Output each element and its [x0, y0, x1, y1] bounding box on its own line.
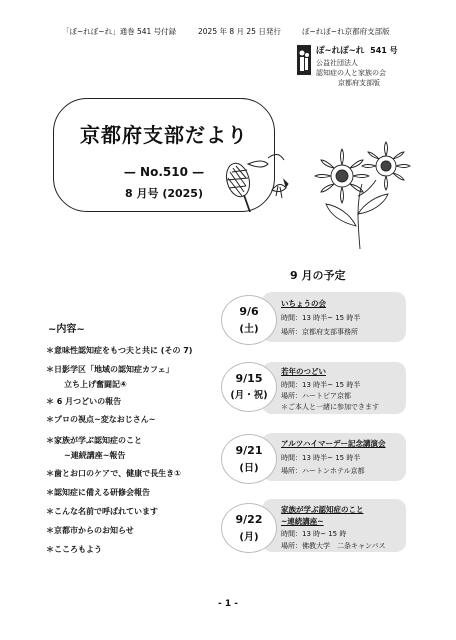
event-date: 9/21 — [235, 444, 263, 457]
event-date-badge — [221, 434, 277, 484]
event-time: 時間：13 時~ 15 時 — [281, 530, 347, 538]
toc-item: ＊ 6 月つどいの報告 — [46, 397, 122, 406]
toc-item: ＊家族が学ぶ認知症のこと — [46, 436, 142, 445]
event-place: 場所：京都府支部事務所 — [281, 328, 358, 336]
event-title: 若年のつどい — [281, 367, 326, 376]
toc-heading: ~内容~ — [48, 324, 85, 335]
toc-item: ＊認知症に備える研修会報告 — [46, 488, 150, 497]
issue-month: 8 月号 (2025) — [125, 187, 203, 200]
event-date-badge — [221, 295, 277, 345]
event-title: 家族が学ぶ認知症のこと — [281, 505, 364, 514]
event-time: 時間：13 時半~ 15 時半 — [281, 314, 361, 322]
header-issue-date: 2025 年 8 月 25 日発行 — [198, 27, 281, 36]
header-supplement-note: 「ぼ~れぼ~れ」通巻 541 号付録 — [62, 27, 177, 36]
org-branch: 京都府支部版 — [338, 79, 380, 87]
org-newsletter-name: ぽ~れぽ~れ 541 号 — [316, 46, 398, 56]
event-place: 場所：ハートピア京都 — [281, 392, 351, 400]
org-type: 公益社団法人 — [316, 59, 358, 67]
event-weekday: (土) — [239, 324, 259, 335]
newsletter-title: 京都府支部だより — [80, 123, 248, 147]
event-time: 時間：13 時半~ 15 時半 — [281, 381, 361, 389]
event-date: 9/15 — [235, 372, 263, 385]
toc-item: ＊意味性認知症をもつ夫と共に (その 7) — [46, 346, 193, 355]
event-note: ＊ご本人と一緒に参加できます — [281, 403, 379, 411]
event-date-badge — [221, 503, 277, 553]
schedule-heading: 9 月の予定 — [290, 269, 346, 282]
event-date: 9/6 — [239, 305, 259, 318]
event-subtitle: ~連続講座~ — [281, 517, 324, 526]
event-title: いちょうの会 — [281, 299, 326, 308]
event-time: 時間：13 時半~ 15 時半 — [281, 454, 361, 462]
toc-item: ＊プロの視点~変なおじさん~ — [46, 415, 156, 424]
event-place: 場所：佛教大学 二条キャンパス — [281, 542, 386, 550]
event-title: アルツハイマーデー記念講演会 — [281, 439, 386, 448]
event-weekday: (月・祝) — [230, 390, 268, 401]
event-date-badge — [221, 362, 277, 412]
sunflower-illustration — [300, 134, 425, 249]
event-place: 場所：ハートンホテル京都 — [281, 467, 365, 475]
toc-item: ＊こころもよう — [46, 545, 102, 554]
toc-item-continued: ~連続講座~報告 — [64, 451, 126, 460]
org-name: 認知症の人と家族の会 — [316, 69, 386, 77]
organization-logo-icon — [297, 45, 311, 75]
toc-item: ＊こんな名前で呼ばれています — [46, 507, 158, 516]
issue-number: — No.510 — — [123, 165, 205, 179]
page-number: - 1 - — [218, 599, 238, 609]
event-weekday: (日) — [239, 463, 259, 474]
toc-item: ＊日影学区「地域の認知症カフェ」 — [46, 365, 174, 374]
event-weekday: (月) — [239, 532, 259, 543]
toc-item: ＊歯とお口のケアで、健康で長生き① — [46, 469, 181, 478]
toc-item: ＊京都市からのお知らせ — [46, 526, 134, 535]
toc-item-continued: 立ち上げ奮闘記④ — [64, 380, 127, 389]
insect-net-illustration — [224, 150, 310, 212]
header-edition: ぼ~れぼ~れ京都府支部版 — [302, 27, 390, 36]
event-date: 9/22 — [235, 513, 263, 526]
